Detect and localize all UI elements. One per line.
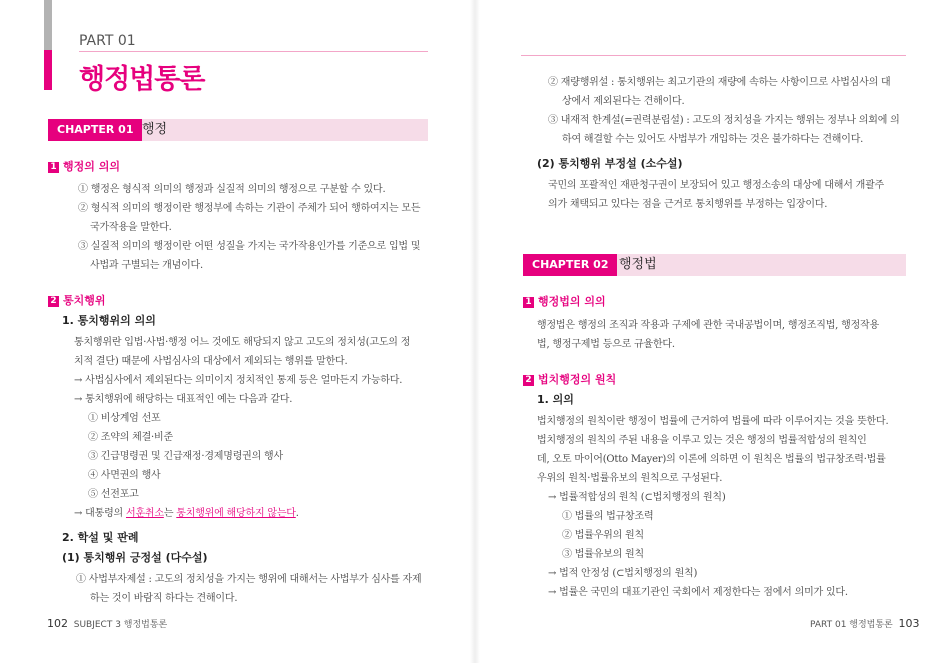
page-number: 102: [47, 617, 68, 630]
section-number: 1: [523, 297, 534, 308]
text-line: → 법률적합성의 원칙 (⊂법치행정의 원칙): [548, 492, 726, 503]
list-item: ② 조약의 체결·비준: [88, 432, 173, 443]
section-heading: [523, 293, 606, 309]
left-page: [0, 0, 472, 663]
text-line: 하는 것이 바람직 하다는 견해이다.: [90, 593, 238, 604]
subsection-heading: (1) 통치행위 긍정설 (다수설): [62, 551, 208, 564]
list-item: ③ 긴급명령권 및 긴급재정·경제명령권의 행사: [88, 451, 283, 462]
section-heading: [48, 158, 120, 174]
text-line: 의가 채택되고 있다는 점을 근거로 통치행위를 부정하는 입장이다.: [548, 199, 828, 210]
text-line: ② 형식적 의미의 행정이란 행정부에 속하는 기관이 주체가 되어 행하여지는 모든: [78, 203, 421, 214]
text-line: 법, 행정구제법 등으로 규율한다.: [537, 339, 675, 350]
text-line: 데, 오토 마이어(Otto Mayer)의 이론에 의하면 이 원칙은 법률의 법규창조력·법률: [537, 454, 886, 465]
chapter-header: [48, 119, 428, 141]
text-line: 국가작용을 말한다.: [90, 222, 172, 233]
highlight-text: 통치행위에 해당하지 않는다: [176, 508, 296, 519]
text-line: → 법률은 국민의 대표기관인 국회에서 제정한다는 점에서 의미가 있다.: [548, 587, 848, 598]
section-number: 2: [523, 375, 534, 386]
part-side-bar-grey: [44, 0, 52, 50]
section-title: 행정법의 의의: [538, 295, 606, 308]
list-item: ③ 법률유보의 원칙: [562, 549, 644, 560]
footer-text: SUBJECT 3 행정법통론: [73, 620, 168, 630]
list-item: ⑤ 선전포고: [88, 489, 139, 500]
right-page: [478, 0, 950, 663]
text-line: 사법과 구별되는 개념이다.: [90, 260, 203, 271]
text-line: 행정법은 행정의 조직과 작용과 구제에 관한 국내공법이며, 행정조직법, 행정작용: [537, 320, 879, 331]
footer-text: PART 01 행정법통론: [810, 620, 893, 630]
text-line: → 사법심사에서 제외된다는 의미이지 정치적인 통제 등은 얼마든지 가능하다.: [74, 375, 403, 386]
subsection-heading: 1. 의의: [537, 393, 574, 406]
chapter-name: 행정법: [619, 257, 657, 272]
top-divider: [521, 55, 906, 56]
subsection-heading: 1. 통치행위의 의의: [62, 314, 156, 327]
part-divider: [79, 51, 428, 52]
text-line: 치적 결단) 때문에 사법심사의 대상에서 제외되는 행위를 말한다.: [74, 356, 348, 367]
text-line: ② 재량행위설 : 통치행위는 최고기관의 재량에 속하는 사항이므로 사법심사의 대: [548, 77, 891, 88]
subsection-heading: 2. 학설 및 판례: [62, 531, 139, 544]
text-fragment: → 대통령의: [74, 508, 126, 519]
subsection-heading: (2) 통치행위 부정설 (소수설): [537, 157, 683, 170]
text-line: 법치행정의 원칙이란 행정이 법률에 근거하여 법률에 따라 이루어지는 것을 뜻한다.: [537, 416, 889, 427]
page-footer: [810, 617, 919, 630]
section-title: 행정의 의의: [63, 160, 120, 173]
text-line: → 통치행위에 해당하는 대표적인 예는 다음과 같다.: [74, 394, 293, 405]
text-line: ① 행정은 형식적 의미의 행정과 실질적 의미의 행정으로 구분할 수 있다.: [78, 184, 386, 195]
section-title: 법치행정의 원칙: [538, 373, 617, 386]
section-heading: [523, 371, 616, 387]
chapter-name: 행정: [142, 122, 168, 137]
text-line: 국민의 포괄적인 재판청구권이 보장되어 있고 행정소송의 대상에 대해서 개괄주: [548, 180, 885, 191]
text-fragment: 는: [163, 508, 177, 519]
page-footer: [47, 617, 167, 630]
chapter-tag: CHAPTER 01: [48, 119, 142, 141]
text-line: ① 사법부자제설 : 고도의 정치성을 가지는 행위에 대해서는 사법부가 심사를 자제: [76, 574, 422, 585]
section-title: 통치행위: [63, 294, 106, 307]
text-fragment: .: [295, 508, 299, 519]
text-line: → 법적 안정성 (⊂법치행정의 원칙): [548, 568, 698, 579]
page-number: 103: [898, 617, 920, 630]
text-line: 하여 해결할 수는 있어도 사법부가 개입하는 것은 불가하다는 견해이다.: [562, 134, 864, 145]
section-heading: [48, 292, 106, 308]
part-label: PART 01: [79, 33, 136, 49]
text-line: 법치행정의 원칙의 주된 내용을 이루고 있는 것은 행정의 법률적합성의 원칙인: [537, 435, 867, 446]
part-side-bar-pink: [44, 50, 52, 90]
text-line: 통치행위란 입법·사법·행정 어느 것에도 해당되지 않고 고도의 정치성(고도의 정: [74, 337, 411, 348]
list-item: ④ 사면권의 행사: [88, 470, 161, 481]
text-line: 상에서 제외된다는 견해이다.: [562, 96, 685, 107]
chapter-tag: CHAPTER 02: [523, 254, 617, 276]
text-line: ③ 내재적 한계설(=권력분립설) : 고도의 정치성을 가지는 행위는 정부나 의회에 의: [548, 115, 900, 126]
list-item: ① 법률의 법규창조력: [562, 511, 654, 522]
text-line: [74, 504, 299, 519]
page-title: 행정법통론: [79, 64, 205, 95]
chapter-header: [523, 254, 906, 276]
section-number: 1: [48, 162, 59, 173]
highlight-text: 서훈취소: [125, 508, 164, 519]
text-line: 우위의 원칙·법률유보의 원칙으로 구성된다.: [537, 473, 723, 484]
list-item: ② 법률우위의 원칙: [562, 530, 644, 541]
section-number: 2: [48, 296, 59, 307]
text-line: ③ 실질적 의미의 행정이란 어떤 성질을 가지는 국가작용인가를 기준으로 입법 및: [78, 241, 421, 252]
list-item: ① 비상계엄 선포: [88, 413, 161, 424]
